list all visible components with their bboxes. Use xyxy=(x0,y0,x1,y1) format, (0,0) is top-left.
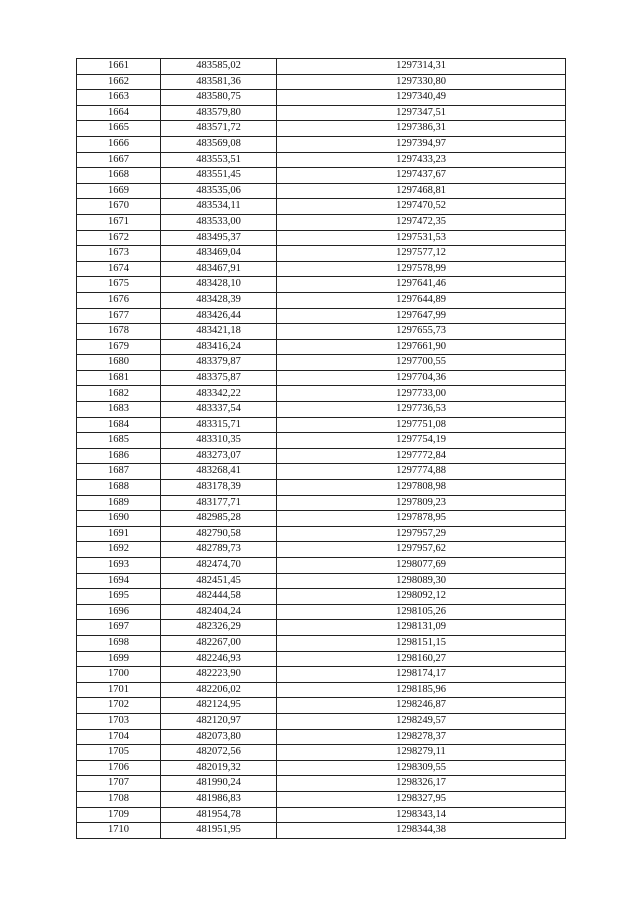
x-coordinate-cell: 483379,87 xyxy=(161,355,277,371)
y-coordinate-cell: 1297661,90 xyxy=(277,339,566,355)
point-number-cell: 1668 xyxy=(77,168,161,184)
x-coordinate-cell: 482790,58 xyxy=(161,526,277,542)
y-coordinate-cell: 1297754,19 xyxy=(277,433,566,449)
table-row xyxy=(77,620,566,636)
x-coordinate-cell: 483375,87 xyxy=(161,370,277,386)
table-row xyxy=(77,604,566,620)
x-coordinate-cell: 482985,28 xyxy=(161,511,277,527)
x-coordinate-cell: 482444,58 xyxy=(161,589,277,605)
point-number-cell: 1685 xyxy=(77,433,161,449)
y-coordinate-cell: 1298089,30 xyxy=(277,573,566,589)
y-coordinate-cell: 1297433,23 xyxy=(277,152,566,168)
y-coordinate-cell: 1298131,09 xyxy=(277,620,566,636)
y-coordinate-cell: 1298160,27 xyxy=(277,651,566,667)
point-number-cell: 1662 xyxy=(77,74,161,90)
table-row xyxy=(77,136,566,152)
point-number-cell: 1689 xyxy=(77,495,161,511)
x-coordinate-cell: 483581,36 xyxy=(161,74,277,90)
table-row xyxy=(77,417,566,433)
point-number-cell: 1664 xyxy=(77,105,161,121)
x-coordinate-cell: 483469,04 xyxy=(161,246,277,262)
y-coordinate-cell: 1297957,62 xyxy=(277,542,566,558)
x-coordinate-cell: 483273,07 xyxy=(161,448,277,464)
table-row xyxy=(77,402,566,418)
coordinates-table-body xyxy=(77,59,566,839)
point-number-cell: 1690 xyxy=(77,511,161,527)
table-row xyxy=(77,745,566,761)
point-number-cell: 1672 xyxy=(77,230,161,246)
x-coordinate-cell: 483585,02 xyxy=(161,59,277,75)
table-row xyxy=(77,526,566,542)
point-number-cell: 1697 xyxy=(77,620,161,636)
point-number-cell: 1705 xyxy=(77,745,161,761)
y-coordinate-cell: 1297472,35 xyxy=(277,214,566,230)
point-number-cell: 1686 xyxy=(77,448,161,464)
table-row xyxy=(77,168,566,184)
y-coordinate-cell: 1297647,99 xyxy=(277,308,566,324)
point-number-cell: 1695 xyxy=(77,589,161,605)
table-row xyxy=(77,230,566,246)
y-coordinate-cell: 1297340,49 xyxy=(277,90,566,106)
x-coordinate-cell: 482120,97 xyxy=(161,713,277,729)
point-number-cell: 1706 xyxy=(77,760,161,776)
table-row xyxy=(77,464,566,480)
point-number-cell: 1703 xyxy=(77,713,161,729)
point-number-cell: 1670 xyxy=(77,199,161,215)
x-coordinate-cell: 482326,29 xyxy=(161,620,277,636)
x-coordinate-cell: 483569,08 xyxy=(161,136,277,152)
table-row xyxy=(77,698,566,714)
table-row xyxy=(77,729,566,745)
point-number-cell: 1691 xyxy=(77,526,161,542)
point-number-cell: 1676 xyxy=(77,292,161,308)
x-coordinate-cell: 481990,24 xyxy=(161,776,277,792)
table-row xyxy=(77,682,566,698)
y-coordinate-cell: 1297655,73 xyxy=(277,324,566,340)
x-coordinate-cell: 483533,00 xyxy=(161,214,277,230)
y-coordinate-cell: 1297644,89 xyxy=(277,292,566,308)
table-row xyxy=(77,713,566,729)
x-coordinate-cell: 483428,10 xyxy=(161,277,277,293)
point-number-cell: 1710 xyxy=(77,823,161,839)
table-row xyxy=(77,480,566,496)
table-row xyxy=(77,760,566,776)
point-number-cell: 1661 xyxy=(77,59,161,75)
table-row xyxy=(77,823,566,839)
y-coordinate-cell: 1297772,84 xyxy=(277,448,566,464)
table-row xyxy=(77,277,566,293)
table-row xyxy=(77,214,566,230)
point-number-cell: 1708 xyxy=(77,791,161,807)
y-coordinate-cell: 1298326,17 xyxy=(277,776,566,792)
y-coordinate-cell: 1298077,69 xyxy=(277,558,566,574)
x-coordinate-cell: 482223,90 xyxy=(161,667,277,683)
x-coordinate-cell: 483580,75 xyxy=(161,90,277,106)
y-coordinate-cell: 1297809,23 xyxy=(277,495,566,511)
x-coordinate-cell: 483579,80 xyxy=(161,105,277,121)
x-coordinate-cell: 483534,11 xyxy=(161,199,277,215)
table-row xyxy=(77,807,566,823)
table-row xyxy=(77,183,566,199)
y-coordinate-cell: 1298343,14 xyxy=(277,807,566,823)
y-coordinate-cell: 1297808,98 xyxy=(277,480,566,496)
x-coordinate-cell: 483337,54 xyxy=(161,402,277,418)
table-row xyxy=(77,308,566,324)
table-row xyxy=(77,651,566,667)
point-number-cell: 1677 xyxy=(77,308,161,324)
table-row xyxy=(77,667,566,683)
point-number-cell: 1673 xyxy=(77,246,161,262)
table-row xyxy=(77,246,566,262)
table-row xyxy=(77,573,566,589)
x-coordinate-cell: 481954,78 xyxy=(161,807,277,823)
point-number-cell: 1698 xyxy=(77,635,161,651)
point-number-cell: 1700 xyxy=(77,667,161,683)
point-number-cell: 1704 xyxy=(77,729,161,745)
y-coordinate-cell: 1298249,57 xyxy=(277,713,566,729)
point-number-cell: 1693 xyxy=(77,558,161,574)
table-row xyxy=(77,776,566,792)
y-coordinate-cell: 1297700,55 xyxy=(277,355,566,371)
y-coordinate-cell: 1297733,00 xyxy=(277,386,566,402)
point-number-cell: 1699 xyxy=(77,651,161,667)
point-number-cell: 1682 xyxy=(77,386,161,402)
x-coordinate-cell: 482246,93 xyxy=(161,651,277,667)
point-number-cell: 1687 xyxy=(77,464,161,480)
x-coordinate-cell: 483428,39 xyxy=(161,292,277,308)
point-number-cell: 1678 xyxy=(77,324,161,340)
point-number-cell: 1674 xyxy=(77,261,161,277)
point-number-cell: 1667 xyxy=(77,152,161,168)
point-number-cell: 1680 xyxy=(77,355,161,371)
point-number-cell: 1675 xyxy=(77,277,161,293)
x-coordinate-cell: 483268,41 xyxy=(161,464,277,480)
point-number-cell: 1709 xyxy=(77,807,161,823)
x-coordinate-cell: 482206,02 xyxy=(161,682,277,698)
y-coordinate-cell: 1297774,88 xyxy=(277,464,566,480)
x-coordinate-cell: 483177,71 xyxy=(161,495,277,511)
x-coordinate-cell: 482019,32 xyxy=(161,760,277,776)
x-coordinate-cell: 483310,35 xyxy=(161,433,277,449)
table-row xyxy=(77,74,566,90)
x-coordinate-cell: 481951,95 xyxy=(161,823,277,839)
y-coordinate-cell: 1297736,53 xyxy=(277,402,566,418)
table-row xyxy=(77,152,566,168)
x-coordinate-cell: 483535,06 xyxy=(161,183,277,199)
table-row xyxy=(77,324,566,340)
point-number-cell: 1707 xyxy=(77,776,161,792)
y-coordinate-cell: 1297751,08 xyxy=(277,417,566,433)
table-row xyxy=(77,121,566,137)
y-coordinate-cell: 1298092,12 xyxy=(277,589,566,605)
x-coordinate-cell: 483553,51 xyxy=(161,152,277,168)
y-coordinate-cell: 1297704,36 xyxy=(277,370,566,386)
y-coordinate-cell: 1297347,51 xyxy=(277,105,566,121)
x-coordinate-cell: 482451,45 xyxy=(161,573,277,589)
y-coordinate-cell: 1297878,95 xyxy=(277,511,566,527)
table-row xyxy=(77,495,566,511)
table-row xyxy=(77,370,566,386)
table-row xyxy=(77,448,566,464)
x-coordinate-cell: 482073,80 xyxy=(161,729,277,745)
y-coordinate-cell: 1297641,46 xyxy=(277,277,566,293)
table-row xyxy=(77,542,566,558)
table-row xyxy=(77,90,566,106)
x-coordinate-cell: 482474,70 xyxy=(161,558,277,574)
point-number-cell: 1688 xyxy=(77,480,161,496)
table-row xyxy=(77,635,566,651)
point-number-cell: 1683 xyxy=(77,402,161,418)
x-coordinate-cell: 483495,37 xyxy=(161,230,277,246)
x-coordinate-cell: 482124,95 xyxy=(161,698,277,714)
point-number-cell: 1701 xyxy=(77,682,161,698)
x-coordinate-cell: 483421,18 xyxy=(161,324,277,340)
x-coordinate-cell: 483315,71 xyxy=(161,417,277,433)
x-coordinate-cell: 483551,45 xyxy=(161,168,277,184)
table-row xyxy=(77,339,566,355)
x-coordinate-cell: 482267,00 xyxy=(161,635,277,651)
table-row xyxy=(77,59,566,75)
table-row xyxy=(77,105,566,121)
point-number-cell: 1696 xyxy=(77,604,161,620)
table-row xyxy=(77,355,566,371)
y-coordinate-cell: 1298105,26 xyxy=(277,604,566,620)
y-coordinate-cell: 1298279,11 xyxy=(277,745,566,761)
point-number-cell: 1665 xyxy=(77,121,161,137)
x-coordinate-cell: 481986,83 xyxy=(161,791,277,807)
table-row xyxy=(77,558,566,574)
y-coordinate-cell: 1297531,53 xyxy=(277,230,566,246)
y-coordinate-cell: 1297468,81 xyxy=(277,183,566,199)
point-number-cell: 1669 xyxy=(77,183,161,199)
table-row xyxy=(77,261,566,277)
y-coordinate-cell: 1297394,97 xyxy=(277,136,566,152)
y-coordinate-cell: 1298278,37 xyxy=(277,729,566,745)
y-coordinate-cell: 1297314,31 xyxy=(277,59,566,75)
x-coordinate-cell: 483426,44 xyxy=(161,308,277,324)
x-coordinate-cell: 483178,39 xyxy=(161,480,277,496)
x-coordinate-cell: 482404,24 xyxy=(161,604,277,620)
x-coordinate-cell: 482789,73 xyxy=(161,542,277,558)
y-coordinate-cell: 1298151,15 xyxy=(277,635,566,651)
point-number-cell: 1681 xyxy=(77,370,161,386)
point-number-cell: 1692 xyxy=(77,542,161,558)
point-number-cell: 1702 xyxy=(77,698,161,714)
y-coordinate-cell: 1298246,87 xyxy=(277,698,566,714)
y-coordinate-cell: 1297386,31 xyxy=(277,121,566,137)
y-coordinate-cell: 1298344,38 xyxy=(277,823,566,839)
table-row xyxy=(77,386,566,402)
point-number-cell: 1694 xyxy=(77,573,161,589)
y-coordinate-cell: 1297578,99 xyxy=(277,261,566,277)
point-number-cell: 1663 xyxy=(77,90,161,106)
coordinates-table xyxy=(76,58,566,839)
x-coordinate-cell: 483571,72 xyxy=(161,121,277,137)
y-coordinate-cell: 1297577,12 xyxy=(277,246,566,262)
table-row xyxy=(77,433,566,449)
table-row xyxy=(77,511,566,527)
y-coordinate-cell: 1297957,29 xyxy=(277,526,566,542)
table-row xyxy=(77,199,566,215)
x-coordinate-cell: 482072,56 xyxy=(161,745,277,761)
point-number-cell: 1666 xyxy=(77,136,161,152)
table-row xyxy=(77,589,566,605)
y-coordinate-cell: 1297330,80 xyxy=(277,74,566,90)
y-coordinate-cell: 1297470,52 xyxy=(277,199,566,215)
table-row xyxy=(77,791,566,807)
y-coordinate-cell: 1298174,17 xyxy=(277,667,566,683)
y-coordinate-cell: 1298185,96 xyxy=(277,682,566,698)
x-coordinate-cell: 483416,24 xyxy=(161,339,277,355)
y-coordinate-cell: 1297437,67 xyxy=(277,168,566,184)
point-number-cell: 1679 xyxy=(77,339,161,355)
point-number-cell: 1684 xyxy=(77,417,161,433)
x-coordinate-cell: 483467,91 xyxy=(161,261,277,277)
y-coordinate-cell: 1298309,55 xyxy=(277,760,566,776)
table-row xyxy=(77,292,566,308)
y-coordinate-cell: 1298327,95 xyxy=(277,791,566,807)
point-number-cell: 1671 xyxy=(77,214,161,230)
x-coordinate-cell: 483342,22 xyxy=(161,386,277,402)
